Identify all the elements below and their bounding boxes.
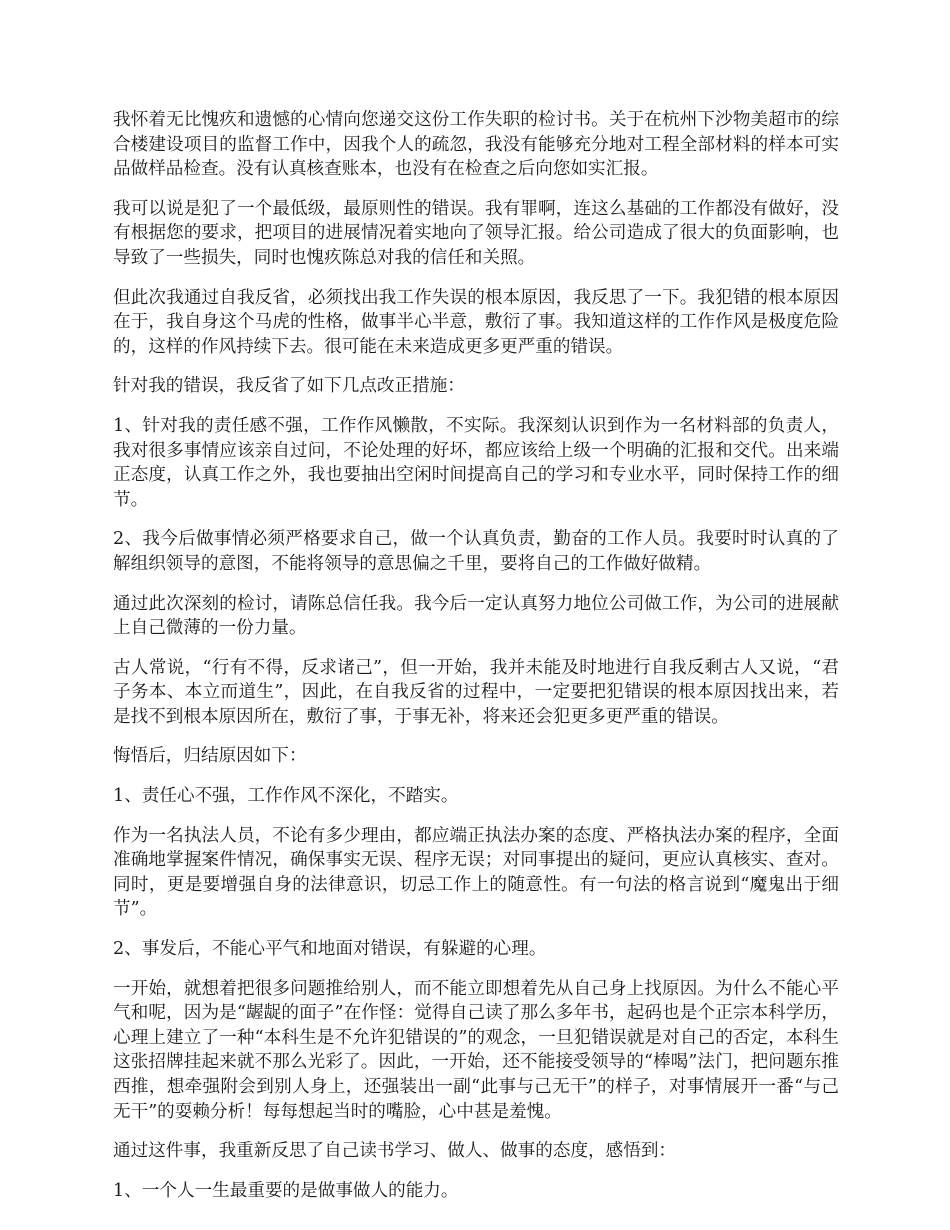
paragraph-14: 通过这件事，我重新反思了自己读书学习、做人、做事的态度，感悟到：	[113, 1141, 677, 1162]
paragraph-7: 通过此次深刻的检讨，请陈总信任我。我今后一定认真努力地位公司做工作，为公司的进展献上自己微薄的一份力量。	[113, 593, 839, 639]
paragraph-5: 1、针对我的责任感不强，工作作风懒散，不实际。我深刻认识到作为一名材料部的负责人，我对很多事情应该亲自过问，不论处理的好坏，都应该给上级一个明确的汇报和交代。出来端正态度，认真工作之外，我也要抽出空闲时间提高自己的学习和专业水平，同时保持工作的细节。	[113, 415, 839, 510]
paragraph-1: 我怀着无比愧疚和遗憾的心情向您递交这份工作失职的检讨书。关于在杭州下沙物美超市的综合楼建设项目的监督工作中，因我个人的疏忽，我没有能够充分地对工程全部材料的样本可实品做样品检查。没有认真核查账本，也没有在检查之后向您如实汇报。	[113, 110, 839, 180]
paragraph-13: 一开始，就想着把很多问题推给别人，而不能立即想着先从自己身上找原因。为什么不能心平气和呢，因为是“龌龊的面子”在作怪：觉得自己读了那么多年书，起码也是个正宗本科学历，心理上建立了一种“本科生是不允许犯错误的”的观念，一旦犯错误就是对自己的否定，本科生这张招牌挂起来就不那么光彩了。因此，一开始，还不能接受领导的“棒喝”法门，把问题东推西推，想牵强附会到别人身上，还强装出一副“此事与己无干”的样子，对事情展开一番“与己无干”的耍赖分析！每每想起当时的嘴脸，心中甚是羞愧。	[113, 978, 839, 1122]
paragraph-2: 我可以说是犯了一个最低级，最原则性的错误。我有罪啊，连这么基础的工作都没有做好，没有根据您的要求，把项目的进展情况着实地向了领导汇报。给公司造成了很大的负面影响，也导致了一些损失，同时也愧疚陈总对我的信任和关照。	[113, 198, 839, 268]
paragraph-10: 1、责任心不强，工作作风不深化，不踏实。	[113, 786, 459, 807]
paragraph-15: 1、一个人一生最重要的是做事做人的能力。	[113, 1180, 459, 1201]
document-body	[113, 108, 839, 1218]
paragraph-11: 作为一名执法人员，不论有多少理由，都应端正执法办案的态度、严格执法办案的程序，全面准确地掌握案件情况，确保事实无误、程序无误；对同事提出的疑问，更应认真核实、查对。同时，更是要增强自身的法律意识，切忌工作上的随意性。有一句法的格言说到“魔鬼出于细节”。	[113, 825, 839, 920]
paragraph-3: 但此次我通过自我反省，必须找出我工作失误的根本原因，我反思了一下。我犯错的根本原因在于，我自身这个马虎的性格，做事半心半意，敷衍了事。我知道这样的工作作风是极度危险的，这样的作风持续下去。很可能在未来造成更多更严重的错误。	[113, 287, 839, 357]
paragraph-6: 2、我今后做事情必须严格要求自己，做一个认真负责，勤奋的工作人员。我要时时认真的了解组织领导的意图，不能将领导的意思偏之千里，要将自己的工作做好做精。	[113, 529, 839, 574]
paragraph-9: 悔悟后，归结原因如下：	[113, 746, 307, 767]
paragraph-4: 针对我的错误，我反省了如下几点改正措施：	[113, 376, 465, 397]
paragraph-12: 2、事发后，不能心平气和地面对错误，有躲避的心理。	[113, 939, 547, 960]
paragraph-8: 古人常说，“行有不得，反求诸己”，但一开始，我并未能及时地进行自我反剩古人又说，“君子务本、本立而道生”，因此，在自我反省的过程中，一定要把犯错误的根本原因找出来，若是找不到根本原因所在，敷衍了事，于事无补，将来还会犯更多更严重的错误。	[113, 657, 839, 727]
